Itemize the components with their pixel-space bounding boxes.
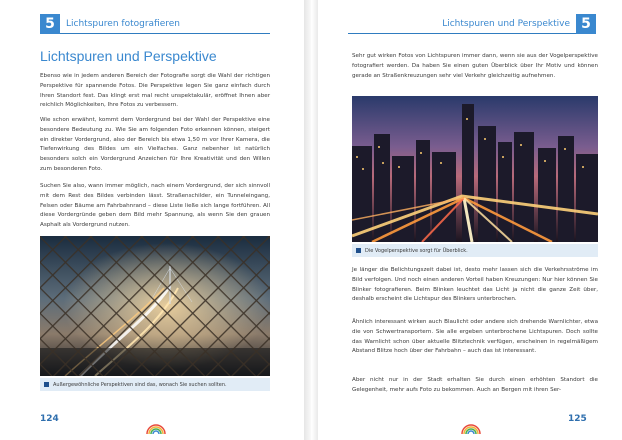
paragraph: Wie schon erwähnt, kommt dem Vordergrund bei der Wahl der Perspektive eine besondere Bedeutung zu. Wie Sie am folgenden Foto erkennen können, steigert ein direkter Vordergrund, also der Bereich bis etwa 1,50 m vor Ihrer Kamera, die Tiefenwirkung des Bildes um ein Vielfaches. Ganz nebenher ist natürlich besonders solch ein Vordergrund Anzeichen für Ihre Kreativität und den Willen zum besonderen Foto. xyxy=(40,117,270,172)
paragraph: Sehr gut wirken Fotos von Lichtspuren immer dann, wenn sie aus der Vogelperspektive fotografiert werden. Da haben Sie einen guten Überblick über Ihr Motiv und können gerade an Straßenkreuzungen sehr viel Verkehr gleichzeitig aufnehmen. xyxy=(352,53,598,79)
page-number: 124 xyxy=(40,414,59,424)
caption-marker xyxy=(44,382,49,387)
photo-caption xyxy=(352,244,598,257)
book-gutter xyxy=(304,0,318,440)
paragraph: Aber nicht nur in der Stadt erhalten Sie durch einen erhöhten Standort die Gelegenheit, mehr aufs Foto zu bekommen. Auch an Bergen mit ihren Ser- xyxy=(352,377,598,393)
paragraph: Ähnlich interessant wirken auch Blaulicht oder andere sich drehende Warnlichter, etwa die von Schwertransportern. Sie alle ergeben unterbrochene Lichtspuren. Doch sollte das Warnlicht schon über aktuelle Blitztechnik verfügen, erscheinen in regelmäßigem Abstand Blitze hoch über der Fahrbahn – auch das ist interessant. xyxy=(352,319,598,355)
caption-text: Die Vogelperspektive sorgt für Überblick. xyxy=(365,247,468,254)
paragraph: Ebenso wie in jedem anderen Bereich der Fotografie sorgt die Wahl der richtigen Perspektive für spannende Fotos. Die Perspektive legen Sie ganz einfach durch Ihren Standort fest. Das klingt erst mal recht unspektakulär, eröffnet Ihnen aber reichlich Möglichkeiten, Ihre Fotos zu verbessern. xyxy=(40,73,270,109)
chapter-header xyxy=(348,14,596,34)
photo-caption xyxy=(40,378,270,391)
caption-marker xyxy=(356,248,361,253)
city-intersection-image xyxy=(352,96,598,242)
chapter-title: Lichtspuren und Perspektive xyxy=(442,18,570,29)
left-page xyxy=(0,0,304,440)
chapter-title: Lichtspuren fotografieren xyxy=(66,18,180,29)
chapter-number: 5 xyxy=(40,14,60,34)
page-number: 125 xyxy=(568,414,587,424)
chapter-number: 5 xyxy=(576,14,596,34)
chapter-header xyxy=(40,14,270,34)
caption-text: Außergewöhnliche Perspektiven sind das, wonach Sie suchen sollten. xyxy=(53,381,227,388)
paragraph: Je länger die Belichtungszeit dabei ist, desto mehr lassen sich die Verkehrsströme im Bild verfolgen. Und noch einen anderen Vorteil haben Kreuzungen: Nur hier können Sie Blinker fotografieren. Beim Blinken leuchtet das Licht ja nicht die ganze Zeit über, deshalb erscheint die Lichtspur des Blinkers unterbrochen. xyxy=(352,267,598,303)
right-page xyxy=(318,0,622,440)
fence-highway-image xyxy=(40,236,270,376)
rainbow-logo-icon xyxy=(145,422,167,436)
rainbow-logo-icon xyxy=(460,422,482,436)
fence-highway-photo xyxy=(40,236,270,376)
city-night-photo xyxy=(352,96,598,242)
paragraph: Suchen Sie also, wann immer möglich, nach einem Vordergrund, der sich sinnvoll mit dem Rest des Bildes verbinden lässt. Straßenschilder, ein Tunneleingang, Felsen oder Bäume am Fahrbahnrand – diese Liste ließe sich lange fortführen. All diese Vordergründe geben dem Bild mehr Spannung, als wenn Sie den grauen Asphalt als Vordergrund nutzen. xyxy=(40,183,270,229)
section-heading: Lichtspuren und Perspektive xyxy=(40,48,217,64)
